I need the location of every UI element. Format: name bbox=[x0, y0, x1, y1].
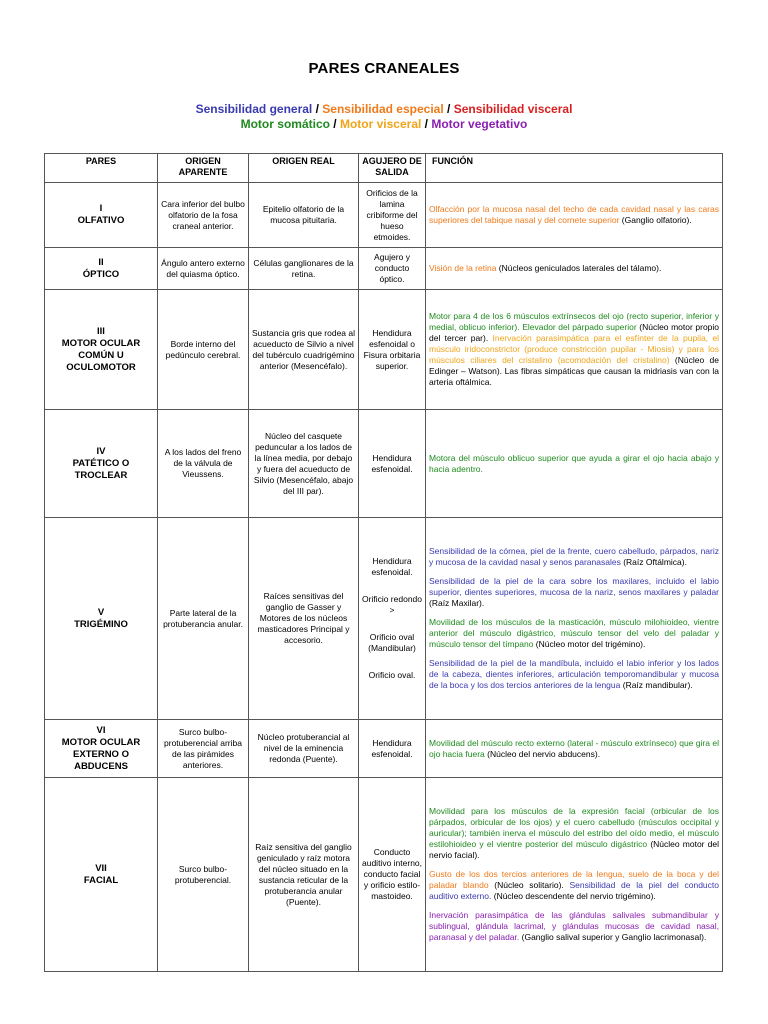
colored-text-segment: / bbox=[421, 117, 432, 131]
funcion-cell bbox=[426, 290, 723, 410]
nerve-name: MOTOR OCULAR COMÚN U OCULOMOTOR bbox=[61, 337, 141, 373]
nerve-cell bbox=[45, 518, 158, 720]
funcion-text bbox=[429, 910, 719, 943]
origen-real-cell: Células ganglionares de la retina. bbox=[249, 248, 359, 290]
origen-real-cell: Núcleo protuberancial al nivel de la eminencia redonda (Puente). bbox=[249, 720, 359, 778]
agujero-cell: Orificios de la lamina cribiforme del hueso etmoides. bbox=[359, 183, 426, 248]
colored-text-segment: (Raíz Oftálmica). bbox=[620, 557, 687, 567]
colored-text-segment: Sensibilidad especial bbox=[322, 102, 444, 116]
nerve-cell bbox=[45, 410, 158, 518]
colored-text-segment: Motora del músculo oblicuo superior que ayuda a girar el ojo hacia abajo y hacia adentro. bbox=[429, 452, 719, 474]
table-row bbox=[45, 410, 723, 518]
colored-text-segment: (Núcleo solitario). bbox=[488, 880, 564, 890]
funcion-text bbox=[429, 658, 719, 691]
colored-text-segment: Motor somático bbox=[240, 117, 330, 131]
colored-text-segment: (Núcleo motor propio del tercer par). bbox=[429, 322, 720, 343]
funcion-text bbox=[429, 869, 719, 902]
colored-text-segment: / bbox=[443, 102, 454, 116]
funcion-text bbox=[429, 806, 719, 861]
nerve-number: I bbox=[99, 203, 103, 214]
funcion-text bbox=[429, 453, 719, 475]
agujero-mandibular: Orificio oval (Mandibular) bbox=[368, 632, 416, 653]
colored-text-segment: (Ganglio salival superior y Ganglio lacrimonasal). bbox=[519, 932, 707, 942]
colored-text-segment: (Núcleo de Edinger – Watson). Las fibras simpáticas que causan la midriasis van con la arteria oftálmica. bbox=[429, 355, 720, 387]
colored-text-segment: Sensibilidad de la piel del conducto auditivo externo. bbox=[429, 880, 719, 901]
agujero-cell: Hendidura esfenoidal o Fisura orbitaria superior. bbox=[359, 290, 426, 410]
colored-text-segment: (Núcleo motor del trigémino). bbox=[533, 639, 646, 649]
nerve-name: OLFATIVO bbox=[77, 215, 125, 226]
origen-real-cell: Sustancia gris que rodea al acueducto de Silvio a nivel del tubérculo cuadrigémino anterior (Mesencéfalo). bbox=[249, 290, 359, 410]
colored-text-segment: Motor para 4 de los 6 músculos extrínsecos del ojo (recto superior, inferior y medial, oblicuo inferior). bbox=[429, 311, 719, 332]
origen-aparente-cell: Ángulo antero externo del quiasma óptico. bbox=[158, 248, 249, 290]
colored-text-segment: (Raíz Maxilar). bbox=[429, 598, 485, 608]
origen-real-cell: Raíces sensitivas del ganglio de Gasser y Motores de los núcleos masticadores Principal y accesorio. bbox=[249, 518, 359, 720]
funcion-text bbox=[429, 263, 719, 274]
table-row bbox=[45, 720, 723, 778]
agujero-cell: Conducto auditivo interno, conducto facial y orificio estilo-mastoideo. bbox=[359, 778, 426, 972]
colored-text-segment: (Núcleo motor del nervio facial). bbox=[429, 839, 719, 860]
funcion-text bbox=[429, 738, 719, 760]
nerve-number: II bbox=[98, 256, 104, 268]
header-funcion: FUNCIÓN bbox=[426, 154, 723, 183]
colored-text-segment: (Núcleo del nervio abducens). bbox=[484, 748, 601, 759]
origen-real-cell: Epitelio olfatorio de la mucosa pituitaria. bbox=[249, 183, 359, 248]
nerve-number: IV bbox=[96, 445, 106, 457]
nerve-name: TRIGÉMINO bbox=[74, 618, 128, 630]
colored-text-segment: / bbox=[312, 102, 323, 116]
colored-text-segment: / bbox=[329, 117, 340, 131]
table-row bbox=[45, 290, 723, 410]
funcion-text bbox=[429, 617, 719, 650]
funcion-cell bbox=[426, 778, 723, 972]
agujero-oftalmica: Hendidura esfenoidal. bbox=[371, 556, 413, 577]
agujero-maxilar: Orificio redondo > bbox=[362, 594, 423, 615]
nerve-cell bbox=[45, 778, 158, 972]
nerve-cell bbox=[45, 720, 158, 778]
colored-text-segment: Movilidad para los músculos de la expresión facial (orbicular de los párpados, orbicular de los ojos) y el cuero cabelludo (músculos occipital y auricular); también inerva el músculo del estribo del oído medio, el músculo estilohioideo y el vientre posterior del músculo digástrico bbox=[429, 806, 719, 849]
agujero-cell: Hendidura esfenoidal. bbox=[359, 410, 426, 518]
page-title: PARES CRANEALES bbox=[308, 60, 460, 77]
funcion-text bbox=[429, 546, 719, 568]
colored-text-segment: Sensibilidad de la piel de la mandíbula, incluido el labio inferior y los lados de la cabeza, dientes inferiores, articulación temporomandibular y mucosa de la boca y los dos tercios anteriores de la lengua bbox=[429, 658, 719, 690]
nerve-cell bbox=[45, 248, 158, 290]
colored-text-segment: (Raíz mandibular). bbox=[620, 680, 693, 690]
funcion-cell bbox=[426, 248, 723, 290]
funcion-cell bbox=[426, 410, 723, 518]
nerve-name: FACIAL bbox=[83, 874, 119, 886]
colored-text-segment: Sensibilidad de la piel de la cara sobre los maxilares, incluido el labio superior, dientes superiores, mucosa de la nariz, senos maxilares y paladar bbox=[429, 576, 719, 597]
colored-text-segment: Motor vegetativo bbox=[431, 117, 528, 131]
colored-text-segment: (Núcleos geniculados laterales del tálamo). bbox=[496, 263, 662, 273]
agujero-mandibular-sensitivo: Orificio oval. bbox=[368, 670, 416, 680]
header-agujero: AGUJERO DE SALIDA bbox=[359, 154, 426, 183]
colored-text-segment: Inervación parasimpática de las glándulas salivales submandibular y sublingual, glándula lacrimal, y glándulas mucosas de cavidad nasal, paranasal y del paladar. bbox=[429, 910, 719, 942]
funcion-text bbox=[429, 576, 719, 609]
nerve-name: PATÉTICO O TROCLEAR bbox=[72, 457, 130, 481]
nerve-number: VII bbox=[95, 862, 107, 874]
header-origen-real: ORIGEN REAL bbox=[249, 154, 359, 183]
agujero-cell: Hendidura esfenoidal. bbox=[359, 720, 426, 778]
colored-text-segment: (Núcleo descendente del nervio trigémino). bbox=[491, 891, 656, 901]
colored-text-segment: Visión de la retina bbox=[429, 263, 497, 273]
origen-aparente-cell: Borde interno del pedúnculo cerebral. bbox=[158, 290, 249, 410]
colored-text-segment: Inervación parasimpática para el esfínter de la pupila, el músculo iridoconstrictor (produce constricción pupilar - Miosis) y para los músculos ciliares del cristalino (acomodación del cristalino) bbox=[429, 333, 719, 365]
colored-text-segment: Motor visceral bbox=[339, 117, 422, 131]
agujero-cell: Agujero y conducto óptico. bbox=[359, 248, 426, 290]
nerve-name: MOTOR OCULAR EXTERNO O ABDUCENS bbox=[61, 736, 141, 772]
funcion-text bbox=[429, 204, 719, 226]
table-header-row bbox=[45, 154, 723, 183]
funcion-text bbox=[429, 311, 719, 388]
origen-aparente-cell: Surco bulbo-protuberencial. bbox=[158, 778, 249, 972]
nerve-number: VI bbox=[96, 724, 106, 736]
colored-text-segment: Movilidad de los músculos de la masticación, músculo milohioideo, vientre anterior del músculo digástrico, músculo tensor del velo del paladar y músculo tensor del tímpano bbox=[429, 617, 719, 649]
nerve-cell bbox=[45, 183, 158, 248]
origen-real-cell: Núcleo del casquete peduncular a los lados de la línea media, por debajo y fuera del acueducto de Silvio (Mesencéfalo, abajo del III par). bbox=[249, 410, 359, 518]
funcion-cell bbox=[426, 720, 723, 778]
agujero-cell bbox=[359, 518, 426, 720]
origen-real-cell: Raíz sensitiva del ganglio geniculado y raíz motora del núcleo situado en la sustancia reticular de la protuberancia anular (Puente). bbox=[249, 778, 359, 972]
nerve-number: III bbox=[97, 325, 105, 337]
color-legend bbox=[0, 102, 768, 132]
colored-text-segment: Olfacción por la mucosa nasal del techo de cada cavidad nasal y las caras superiores del tabique nasal y del cornete superior bbox=[429, 204, 719, 225]
table-row bbox=[45, 183, 723, 248]
colored-text-segment: (Ganglio olfatorio). bbox=[619, 215, 692, 225]
origen-aparente-cell: A los lados del freno de la válvula de Vieussens. bbox=[158, 410, 249, 518]
colored-text-segment: Movilidad del músculo recto externo (lateral - músculo extrínseco) que gira el ojo hacia fuera bbox=[429, 737, 719, 759]
colored-text-segment: Elevador del párpado superior bbox=[519, 322, 637, 332]
colored-text-segment: Sensibilidad general bbox=[195, 102, 313, 116]
table-row bbox=[45, 778, 723, 972]
header-pares: PARES bbox=[45, 154, 158, 183]
nerve-name: ÓPTICO bbox=[82, 268, 120, 280]
origen-aparente-cell: Surco bulbo-protuberencial arriba de las pirámides anteriores. bbox=[158, 720, 249, 778]
nerve-cell bbox=[45, 290, 158, 410]
table-row bbox=[45, 248, 723, 290]
legend-line-motor bbox=[0, 117, 768, 132]
cranial-nerves-table bbox=[44, 153, 723, 972]
header-origen-aparente: ORIGEN APARENTE bbox=[158, 154, 249, 183]
legend-line-sensibilidad bbox=[0, 102, 768, 117]
colored-text-segment: Sensibilidad de la córnea, piel de la frente, cuero cabelludo, párpados, nariz y mucosa de la cavidad nasal y senos paranasales bbox=[429, 546, 719, 567]
colored-text-segment: Sensibilidad visceral bbox=[453, 102, 573, 116]
origen-aparente-cell: Cara inferior del bulbo olfatorio de la fosa craneal anterior. bbox=[158, 183, 249, 248]
colored-text-segment: Gusto de los dos tercios anteriores de la lengua, suelo de la boca y del paladar blando bbox=[429, 869, 719, 890]
funcion-cell bbox=[426, 518, 723, 720]
table-row bbox=[45, 518, 723, 720]
nerve-number: V bbox=[97, 606, 105, 618]
origen-aparente-cell: Parte lateral de la protuberancia anular. bbox=[158, 518, 249, 720]
funcion-cell bbox=[426, 183, 723, 248]
